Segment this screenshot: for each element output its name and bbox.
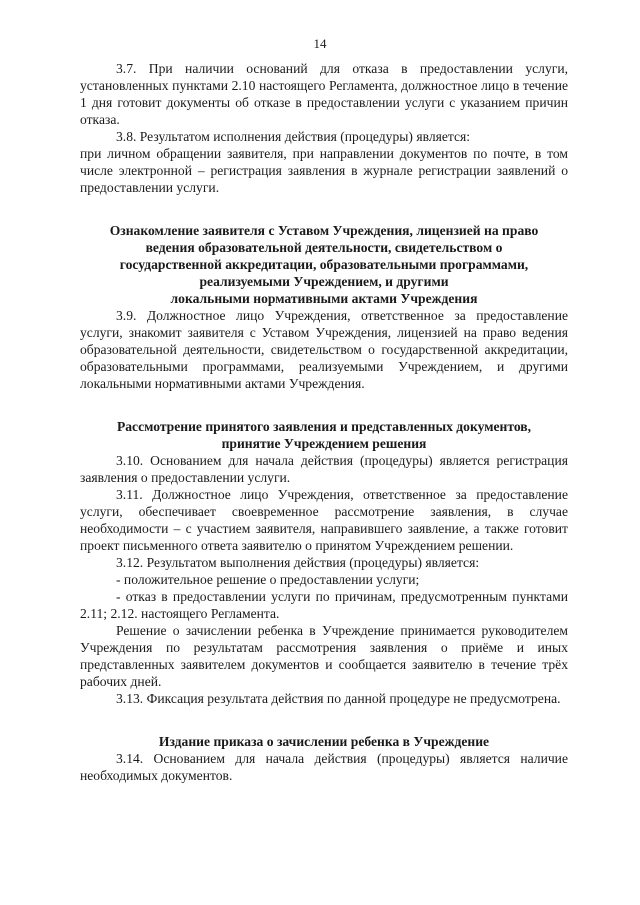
heading-line: локальными нормативными актами Учреждения — [170, 291, 478, 306]
heading-line: Рассмотрение принятого заявления и представленных документов, — [116, 419, 532, 434]
paragraph-3-12: 3.12. Результатом выполнения действия (процедуры) является: — [116, 555, 480, 570]
paragraph-3-9: 3.9. Должностное лицо Учреждения, ответственное за предоставление услуги, знакомит заявителя с Уставом Учреждения, лицензией на право ведения образовательной деятельности, свидетельством о государственной аккредитации, образовательными программами, реализуемыми Учреждением, и другими локальными нормативными актами Учреждения. — [80, 308, 568, 391]
paragraph-3-8-detail: при личном обращении заявителя, при направлении документов по почте, в том числе электронной – регистрация заявления в журнале регистрации заявлений о предоставлении услуги. — [80, 146, 568, 195]
paragraph-3-12-item-1: - положительное решение о предоставлении услуги; — [116, 572, 420, 587]
heading-line: реализуемыми Учреждением, и другими — [199, 274, 449, 289]
heading-line: государственной аккредитации, образовательными программами, — [119, 257, 529, 272]
paragraph-3-7: 3.7. При наличии оснований для отказа в предоставлении услуги, установленных пунктами 2.10 настоящего Регламента, должностное лицо в течение 1 дня готовит документы об отказе в предоставлении услуги с указанием причин отказа. — [80, 61, 568, 127]
heading-line: принятие Учреждением решения — [221, 436, 427, 451]
heading-line: ведения образовательной деятельности, свидетельством о — [145, 240, 503, 255]
section-heading-order — [80, 733, 568, 750]
paragraph-3-8: 3.8. Результатом исполнения действия (процедуры) является: — [116, 129, 471, 144]
page-number: 14 — [313, 36, 327, 51]
paragraph-3-12-item-2: - отказ в предоставлении услуги по причинам, предусмотренным пунктами 2.11; 2.12. настоящего Регламента. — [80, 589, 568, 621]
heading-line: Издание приказа о зачислении ребенка в Учреждение — [158, 734, 490, 749]
paragraph-3-12-decision: Решение о зачислении ребенка в Учреждение принимается руководителем Учреждения по результатам рассмотрения заявления о приёме и иных представленных заявителем документов и сообщается заявителю в течение трёх рабочих дней. — [80, 623, 568, 689]
section-heading-acquaintance — [80, 222, 568, 307]
document-body — [80, 60, 568, 784]
paragraph-3-10: 3.10. Основанием для начала действия (процедуры) является регистрация заявления о предоставлении услуги. — [80, 453, 568, 485]
paragraph-3-11: 3.11. Должностное лицо Учреждения, ответственное за предоставление услуги, обеспечивает своевременное рассмотрение заявления, в случае необходимости – с участием заявителя, направившего заявление, а также готовит проект письменного ответа заявителю о принятом Учреждением решении. — [80, 487, 568, 553]
section-heading-review — [80, 418, 568, 452]
paragraph-3-14: 3.14. Основанием для начала действия (процедуры) является наличие необходимых документов. — [80, 751, 568, 783]
heading-line: Ознакомление заявителя с Уставом Учреждения, лицензией на право — [109, 223, 539, 238]
paragraph-3-13: 3.13. Фиксация результата действия по данной процедуре не предусмотрена. — [116, 691, 561, 706]
